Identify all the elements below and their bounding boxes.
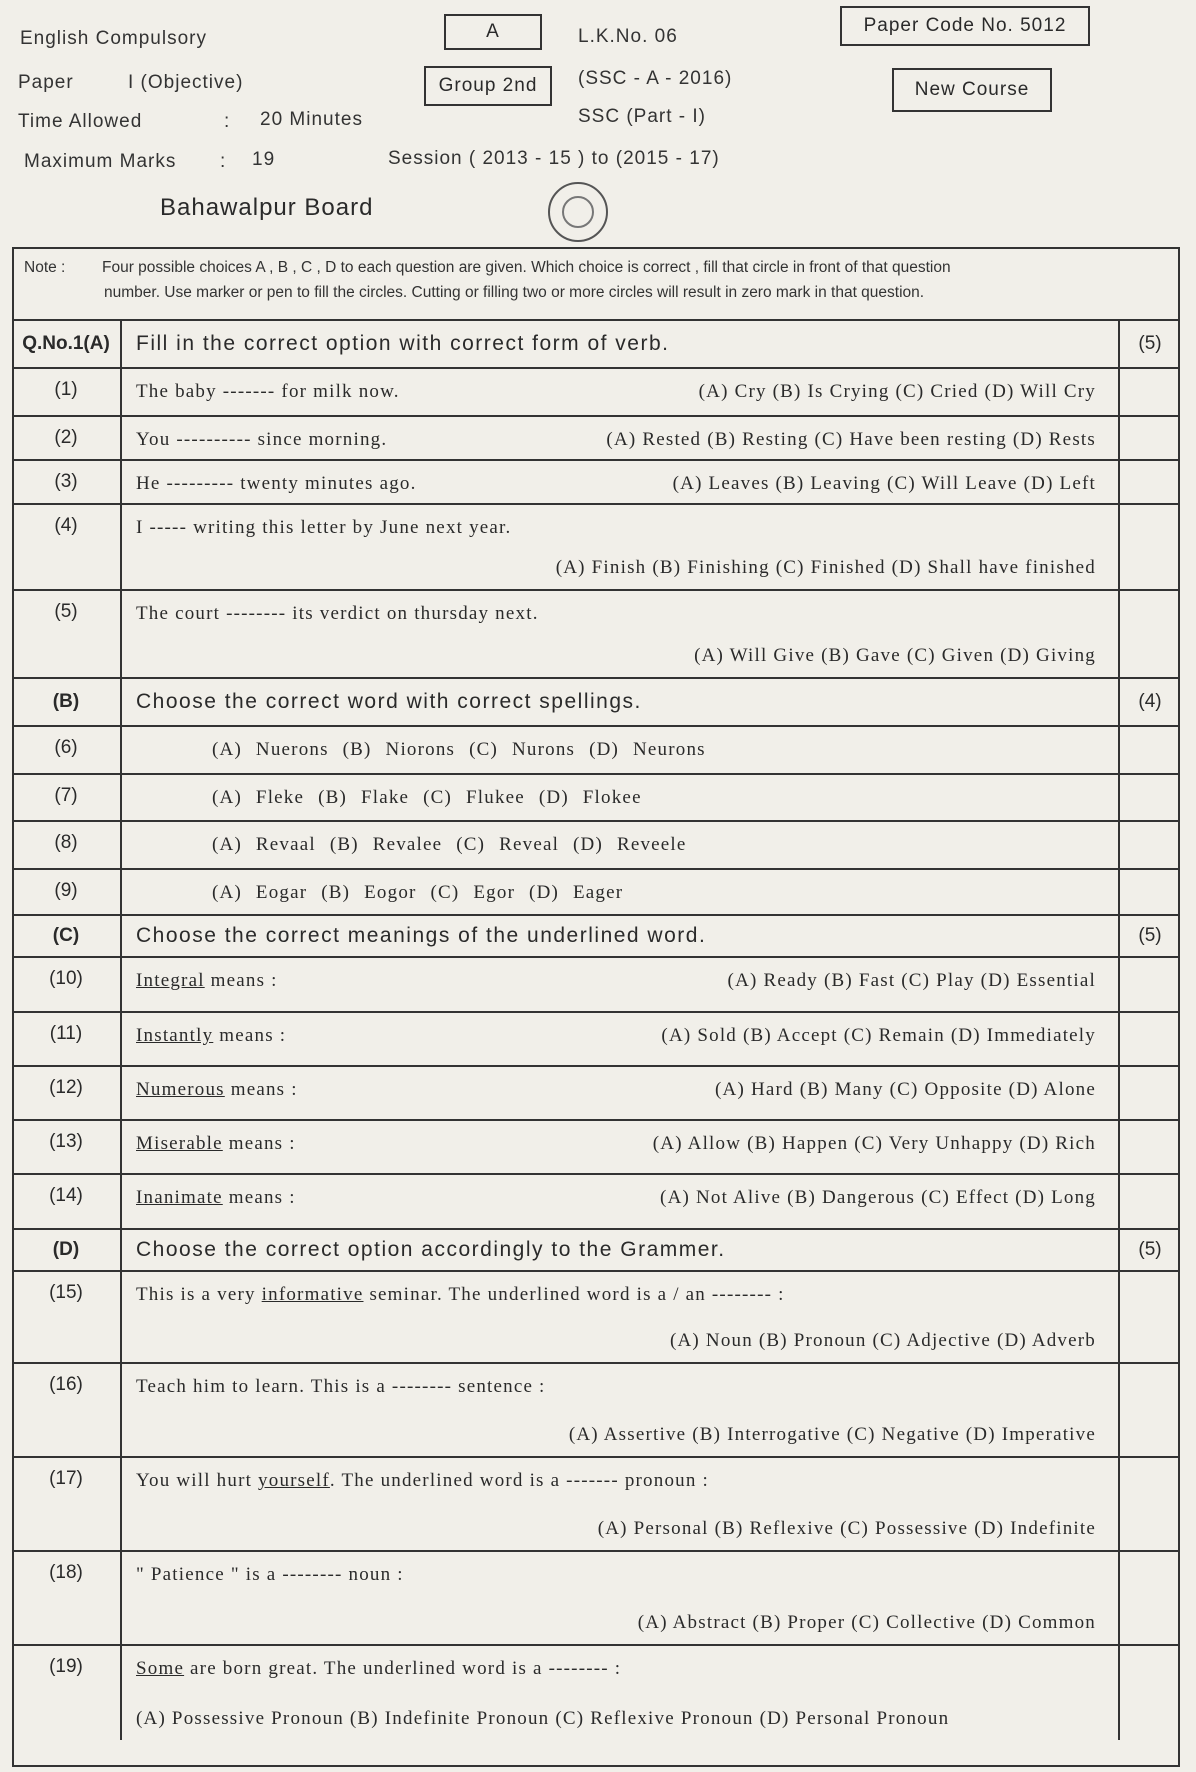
ssc-part: SSC (Part - I) — [578, 106, 707, 127]
question-number: (3) — [54, 471, 78, 492]
question-row — [12, 775, 1180, 822]
question-options: (A) Eogar (B) Eogor (C) Egor (D) Eager — [212, 882, 624, 903]
time-value: 20 Minutes — [260, 109, 363, 130]
question-stem: seminar. The underlined word is a / an -------- : — [363, 1284, 785, 1305]
question-row — [12, 822, 1180, 870]
question-options: (A) Nuerons (B) Niorons (C) Nurons (D) Neurons — [212, 739, 706, 760]
question-stem: . The underlined word is a ------- pronoun : — [329, 1470, 709, 1491]
question-number: (2) — [54, 427, 78, 448]
question-row — [12, 870, 1180, 916]
underlined-word: Numerous — [136, 1079, 225, 1100]
ssc-year: (SSC - A - 2016) — [578, 68, 733, 89]
question-stem: He --------- twenty minutes ago. — [136, 473, 417, 494]
paper-value: I (Objective) — [128, 72, 244, 93]
question-options: (A) Finish (B) Finishing (C) Finished (D) Shall have finished — [555, 557, 1096, 578]
variant-box: A — [444, 14, 542, 50]
instructions-note — [12, 247, 1180, 321]
question-options: (A) Personal (B) Reflexive (C) Possessive (D) Indefinite — [597, 1518, 1096, 1539]
underlined-word: Integral — [136, 970, 205, 991]
question-row — [12, 958, 1180, 1013]
group-box: Group 2nd — [424, 66, 552, 106]
question-options: (A) Sold (B) Accept (C) Remain (D) Immediately — [661, 1025, 1096, 1046]
note-label: Note : — [24, 259, 66, 276]
section-number: (D) — [12, 1230, 122, 1270]
underlined-word: yourself — [258, 1470, 330, 1491]
question-row — [12, 369, 1180, 417]
question-number: (11) — [49, 1023, 83, 1044]
note-line-1: Four possible choices A , B , C , D to each question are given. Which choice is correct , fill that circle in front of that question — [102, 259, 951, 276]
question-options: (A) Leaves (B) Leaving (C) Will Leave (D) Left — [672, 473, 1096, 494]
section-a-header — [12, 321, 1180, 369]
question-number: (16) — [49, 1374, 83, 1395]
question-number: (8) — [54, 832, 78, 853]
section-marks: (4) — [1118, 679, 1180, 725]
paper-code-box: Paper Code No. 5012 — [840, 6, 1090, 46]
question-options: (A) Abstract (B) Proper (C) Collective (D) Common — [637, 1612, 1096, 1633]
question-stem: means : — [204, 970, 278, 991]
section-number: (C) — [12, 916, 122, 956]
question-stem: You ---------- since morning. — [136, 429, 388, 450]
question-number: (4) — [54, 515, 78, 536]
question-options: (A) Assertive (B) Interrogative (C) Negative (D) Imperative — [568, 1424, 1096, 1445]
question-options: (A) Ready (B) Fast (C) Play (D) Essential — [727, 970, 1096, 991]
course-box: New Course — [892, 68, 1052, 112]
question-options: (A) Revaal (B) Revalee (C) Reveal (D) Reveele — [212, 834, 687, 855]
underlined-word: Inanimate — [136, 1187, 223, 1208]
question-number: (5) — [54, 601, 78, 622]
section-title: Choose the correct option accordingly to the Grammer. — [136, 1238, 726, 1261]
question-number: (9) — [54, 880, 78, 901]
question-stem: are born great. The underlined word is a -------- : — [184, 1658, 622, 1679]
question-options: (A) Noun (B) Pronoun (C) Adjective (D) Adverb — [669, 1330, 1096, 1351]
section-number: (B) — [12, 679, 122, 725]
section-d-header — [12, 1230, 1180, 1272]
question-row — [12, 1121, 1180, 1175]
time-label: Time Allowed — [18, 111, 143, 132]
question-options: (A) Allow (B) Happen (C) Very Unhappy (D) Rich — [652, 1133, 1096, 1154]
question-stem: means : — [213, 1025, 287, 1046]
question-list — [12, 321, 1180, 1740]
question-number: (10) — [49, 968, 83, 989]
marks-colon: : — [220, 151, 227, 172]
question-row — [12, 1458, 1180, 1552]
question-options: (A) Hard (B) Many (C) Opposite (D) Alone — [715, 1079, 1096, 1100]
question-stem: " Patience " is a -------- noun : — [136, 1564, 404, 1585]
question-row — [12, 1272, 1180, 1364]
subject: English Compulsory — [20, 28, 207, 49]
question-number: (15) — [49, 1282, 83, 1303]
question-options: (A) Will Give (B) Gave (C) Given (D) Giving — [694, 645, 1096, 666]
underlined-word: informative — [261, 1284, 364, 1305]
section-number: Q.No.1(A) — [12, 321, 122, 367]
section-marks: (5) — [1118, 1230, 1180, 1270]
question-row — [12, 591, 1180, 679]
question-options: (A) Possessive Pronoun (B) Indefinite Pronoun (C) Reflexive Pronoun (D) Personal Pronoun — [136, 1708, 950, 1729]
question-row — [12, 1013, 1180, 1067]
note-line-2: number. Use marker or pen to fill the circles. Cutting or filling two or more circles will result in zero mark in that question. — [104, 284, 925, 301]
question-stem: I ----- writing this letter by June next year. — [136, 517, 512, 538]
question-stem: You will hurt — [136, 1470, 259, 1491]
section-c-header — [12, 916, 1180, 958]
time-colon: : — [224, 111, 231, 132]
underlined-word: Miserable — [136, 1133, 223, 1154]
question-stem: Teach him to learn. This is a -------- sentence : — [136, 1376, 546, 1397]
question-number: (19) — [49, 1656, 83, 1677]
board-seal-icon — [548, 182, 608, 242]
paper-header — [0, 0, 1196, 250]
question-row — [12, 1067, 1180, 1121]
marks-value: 19 — [252, 149, 276, 170]
question-number: (13) — [49, 1131, 83, 1152]
underlined-word: Some — [136, 1658, 185, 1679]
question-stem: means : — [222, 1133, 296, 1154]
question-row — [12, 417, 1180, 461]
section-marks: (5) — [1118, 916, 1180, 956]
lk-number: L.K.No. 06 — [578, 26, 678, 47]
question-row — [12, 461, 1180, 505]
section-b-header — [12, 679, 1180, 727]
question-stem: The court -------- its verdict on thursday next. — [136, 603, 539, 624]
question-options: (A) Not Alive (B) Dangerous (C) Effect (D) Long — [660, 1187, 1096, 1208]
board-name: Bahawalpur Board — [160, 194, 374, 221]
question-row — [12, 1364, 1180, 1458]
question-number: (18) — [49, 1562, 83, 1583]
session: Session ( 2013 - 15 ) to (2015 - 17) — [388, 148, 720, 169]
section-title: Fill in the correct option with correct form of verb. — [136, 332, 670, 355]
question-stem: The baby ------- for milk now. — [136, 381, 400, 402]
question-row — [12, 1646, 1180, 1740]
question-number: (17) — [49, 1468, 83, 1489]
question-stem: means : — [222, 1187, 296, 1208]
question-options: (A) Cry (B) Is Crying (C) Cried (D) Will Cry — [698, 381, 1096, 402]
question-number: (12) — [49, 1077, 83, 1098]
marks-label: Maximum Marks — [24, 151, 177, 172]
question-row — [12, 1552, 1180, 1646]
section-title: Choose the correct meanings of the underlined word. — [136, 924, 707, 947]
question-row — [12, 727, 1180, 775]
underlined-word: Instantly — [136, 1025, 214, 1046]
question-row — [12, 505, 1180, 591]
paper-label: Paper — [18, 72, 74, 93]
question-number: (1) — [54, 379, 78, 400]
question-options: (A) Rested (B) Resting (C) Have been resting (D) Rests — [606, 429, 1096, 450]
question-row — [12, 1175, 1180, 1230]
question-number: (7) — [54, 785, 78, 806]
section-marks: (5) — [1118, 321, 1180, 367]
section-title: Choose the correct word with correct spellings. — [136, 690, 642, 713]
question-stem: means : — [224, 1079, 298, 1100]
question-options: (A) Fleke (B) Flake (C) Flukee (D) Flokee — [212, 787, 642, 808]
question-number: (14) — [49, 1185, 83, 1206]
question-number: (6) — [54, 737, 78, 758]
question-stem: This is a very — [136, 1284, 262, 1305]
